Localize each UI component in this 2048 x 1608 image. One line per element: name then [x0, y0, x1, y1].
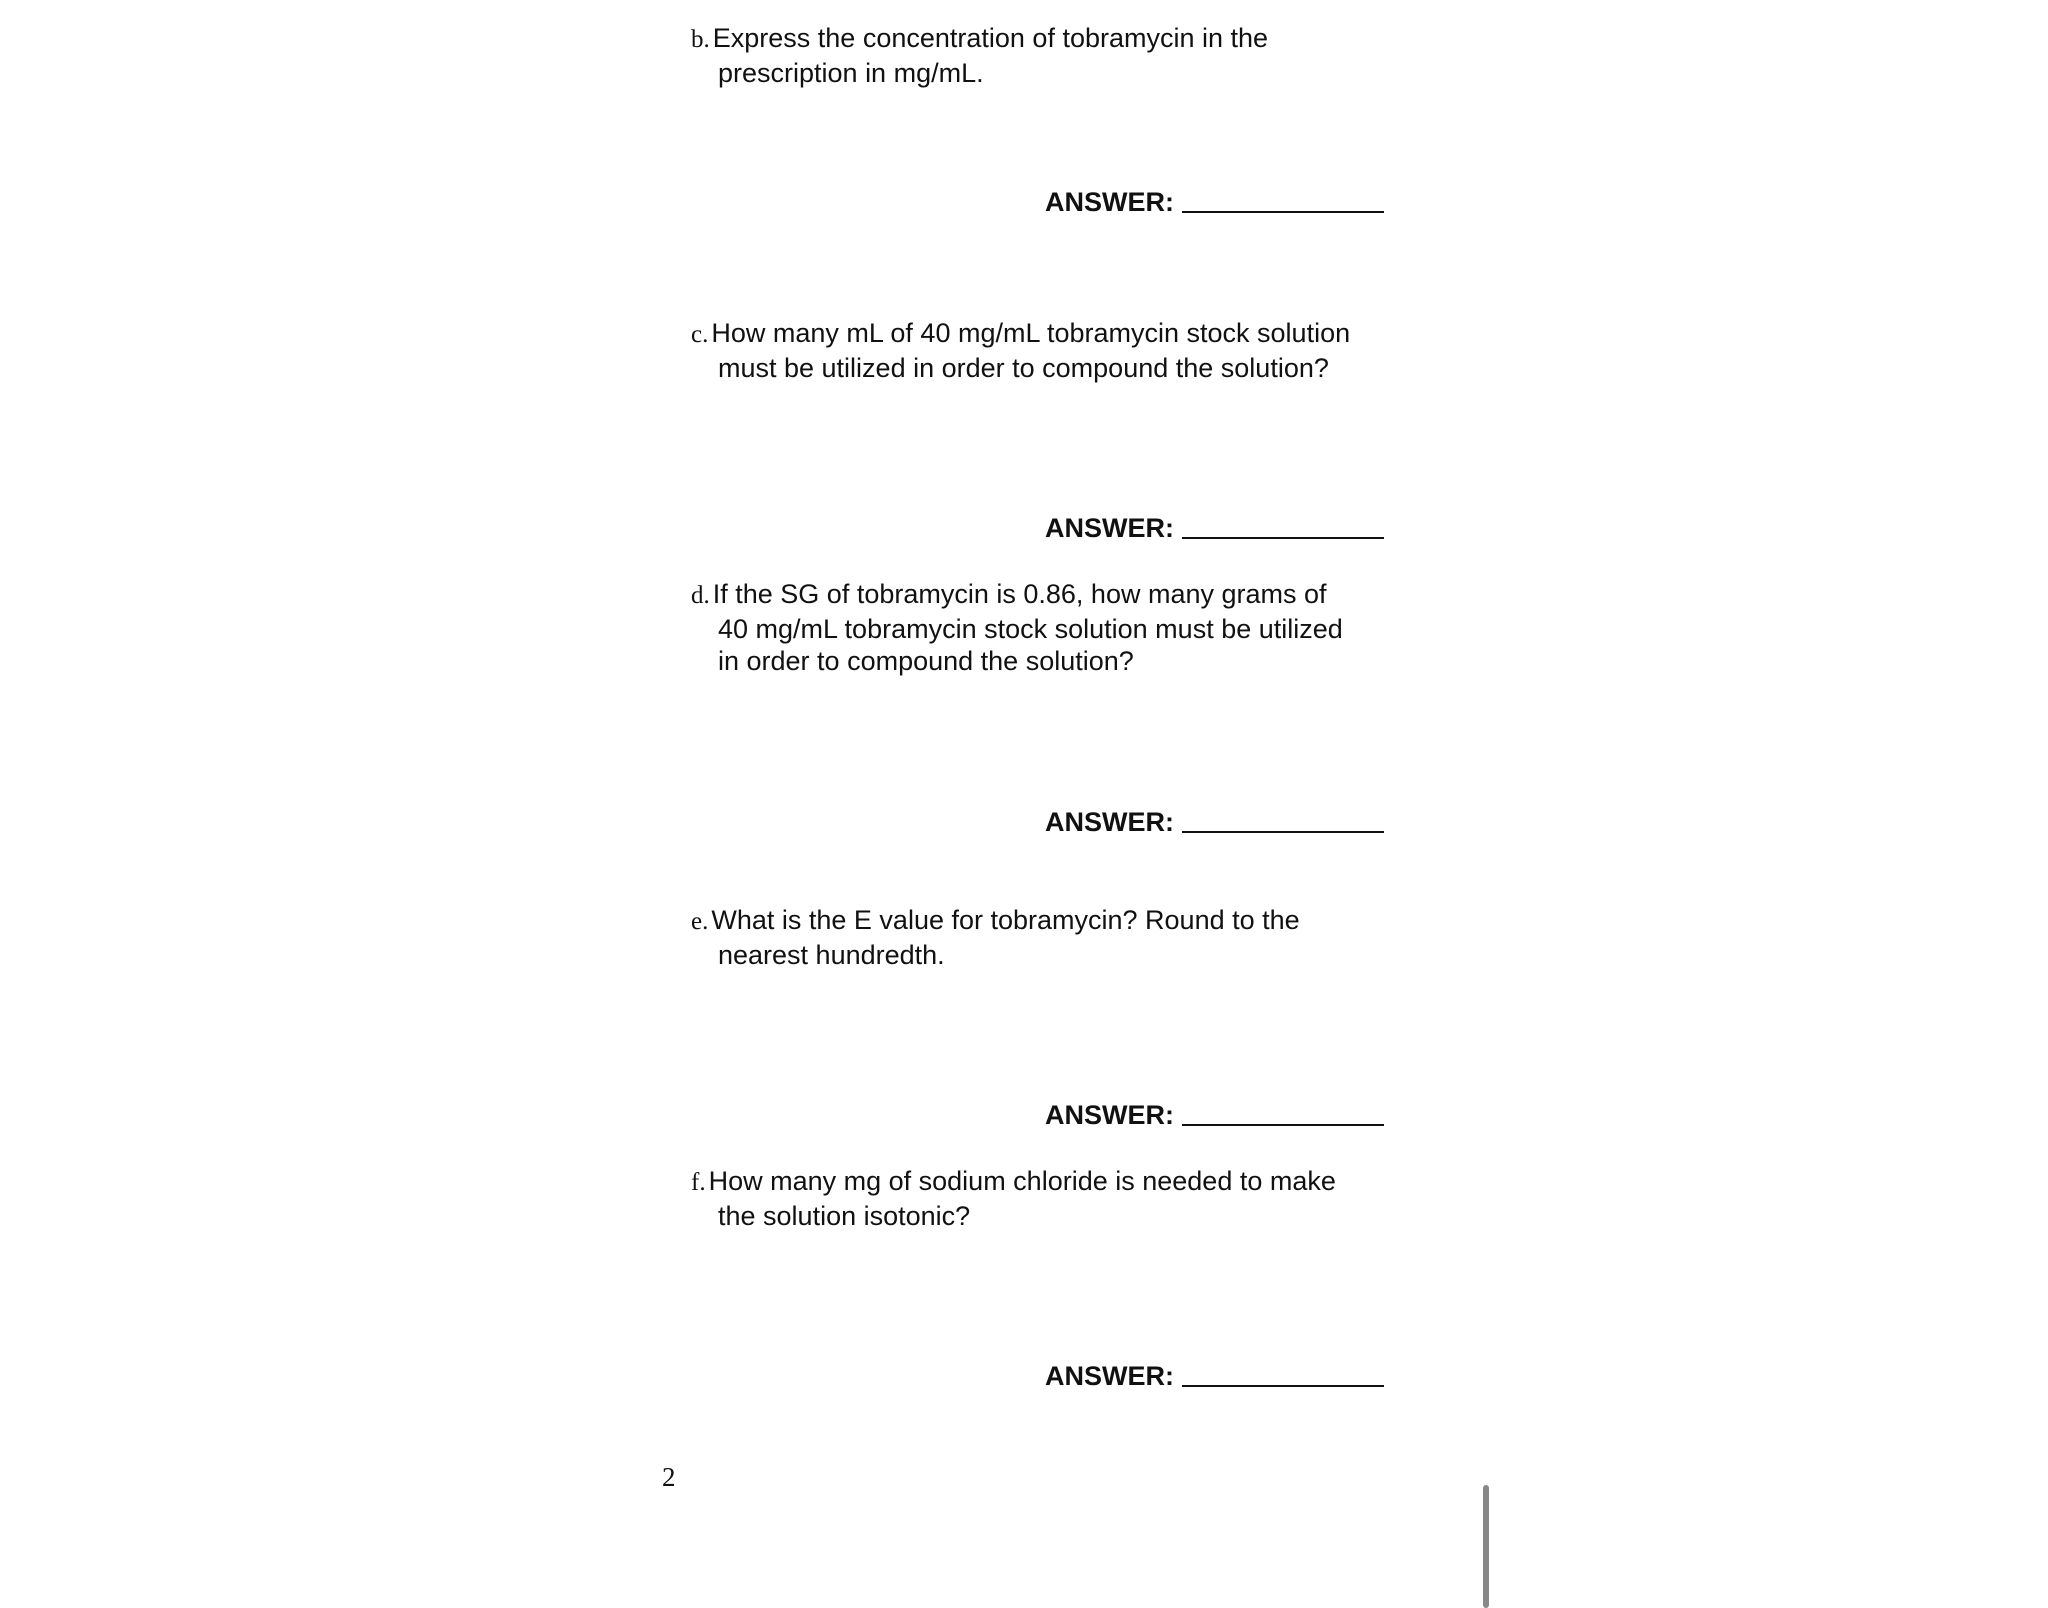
answer-d-label: ANSWER:: [1045, 807, 1174, 837]
question-d-letter: d.: [691, 582, 710, 609]
question-d-line-1: d. If the SG of tobramycin is 0.86, how many grams of: [691, 579, 1327, 609]
question-b-letter: b.: [691, 26, 710, 53]
answer-f-label: ANSWER:: [1045, 1361, 1174, 1391]
answer-f: [1045, 1361, 1384, 1392]
question-b-line-1: b. Express the concentration of tobramycin in the: [691, 23, 1269, 53]
answer-b-label: ANSWER:: [1045, 187, 1174, 217]
question-d-line-2: 40 mg/mL tobramycin stock solution must be utilized: [718, 613, 1343, 644]
question-c-line-1: c. How many mL of 40 mg/mL tobramycin stock solution: [691, 318, 1351, 348]
answer-d: [1045, 807, 1384, 838]
question-f-line-2: the solution isotonic?: [718, 1200, 971, 1231]
page-number: 2: [662, 1462, 676, 1492]
question-e: [691, 904, 1411, 971]
question-d-line-3: in order to compound the solution?: [718, 646, 1134, 676]
answer-c-blank[interactable]: [1182, 533, 1384, 539]
question-c-line-2: must be utilized in order to compound the solution?: [718, 352, 1329, 383]
answer-b: [1045, 187, 1384, 218]
answer-f-blank[interactable]: [1182, 1381, 1384, 1387]
answer-e-blank[interactable]: [1182, 1120, 1384, 1126]
question-c: [691, 317, 1411, 384]
question-b-line-2: prescription in mg/mL.: [718, 57, 984, 88]
answer-e: [1045, 1100, 1384, 1131]
answer-b-blank[interactable]: [1182, 207, 1384, 213]
scrollbar-thumb[interactable]: [1483, 1485, 1489, 1608]
question-f-letter: f.: [691, 1169, 706, 1196]
question-e-line-2: nearest hundredth.: [718, 939, 945, 970]
answer-d-blank[interactable]: [1182, 827, 1384, 833]
question-d: [691, 578, 1411, 678]
answer-c: [1045, 513, 1384, 544]
answer-e-label: ANSWER:: [1045, 1100, 1174, 1130]
question-e-letter: e.: [691, 908, 709, 935]
question-b: [691, 22, 1411, 89]
answer-c-label: ANSWER:: [1045, 513, 1174, 543]
question-f-line-1: f. How many mg of sodium chloride is needed to make: [691, 1166, 1336, 1196]
question-e-line-1: e. What is the E value for tobramycin? Round to the: [691, 905, 1300, 935]
question-c-letter: c.: [691, 321, 709, 348]
question-f: [691, 1165, 1411, 1232]
